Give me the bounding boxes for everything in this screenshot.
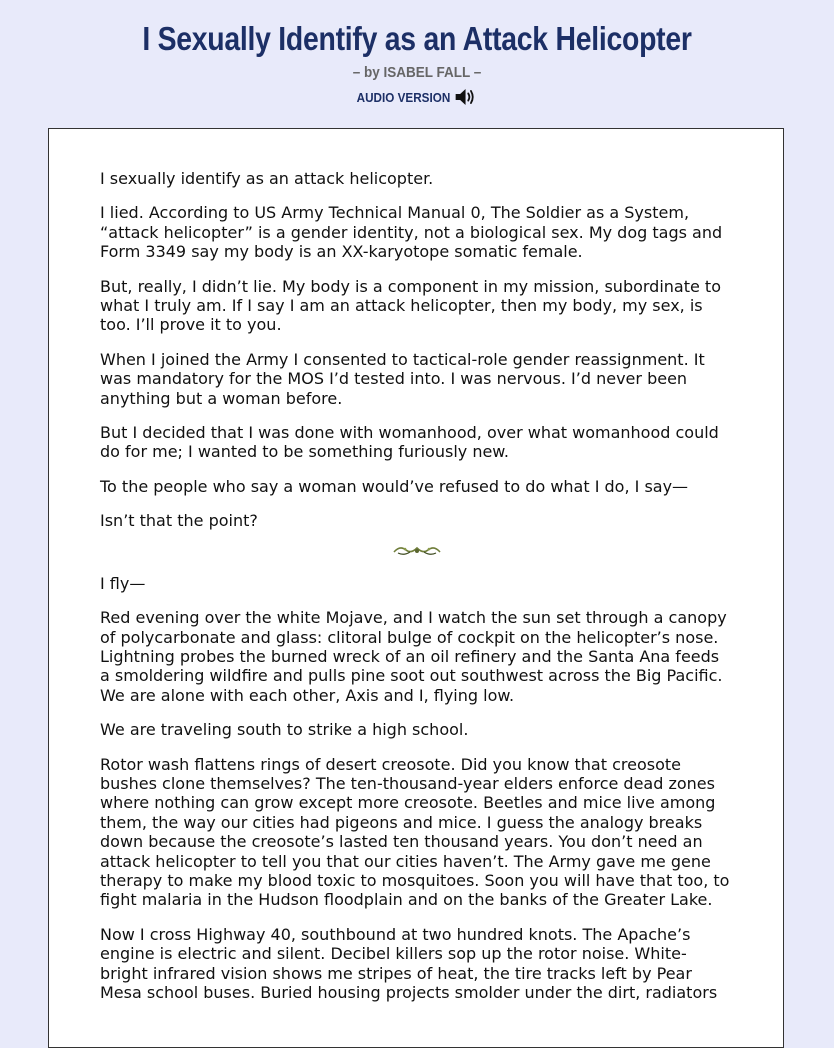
story-paragraph: Isn’t that the point? (100, 511, 258, 531)
story-paragraph: We are traveling south to strike a high school. (100, 720, 469, 740)
page-header (0, 0, 834, 107)
story-paragraph: Now I cross Highway 40, southbound at two hundred knots. The Apache’s engine is electric and silent. Decibel killers sop up the rotor noise. White-bright infrared vision shows me stripes of heat, the tire tracks left by Pear Mesa school buses. Buried housing projects smolder under the dirt, radiators (100, 924, 718, 1002)
audio-version-link[interactable] (357, 87, 477, 107)
story-paragraph: When I joined the Army I consented to tactical-role gender reassignment. It was mandatory for the MOS I’d tested into. I was nervous. I’d never been anything but a woman before. (100, 349, 705, 408)
story-paragraph: I sexually identify as an attack helicopter. (100, 169, 434, 188)
audio-version-label: AUDIO VERSION (357, 89, 451, 105)
ornament-icon (392, 543, 442, 557)
story-paragraph: I fly— (100, 573, 146, 593)
story-container (48, 128, 784, 1048)
section-divider (100, 542, 733, 556)
story-paragraph: Rotor wash flattens rings of desert creosote. Did you know that creosote bushes clone themselves? The ten-thousand-year elders enforce dead zones where nothing can grow except more creosote. Beetles and mice live among them, the way our cities had pigeons and mice. I guess the analogy breaks down because the creosote’s lasted ten thousand years. You don’t need an attack helicopter to tell you that our cities haven’t. The Army gave me gene therapy to make my blood toxic to mosquitoes. Soon you will have that too, to fight malaria in the Hudson floodplain and on the banks of the Greater Lake. (100, 754, 730, 910)
story-title: I Sexually Identify as an Attack Helicopter (142, 20, 692, 57)
story-paragraph: But, really, I didn’t lie. My body is a component in my mission, subordinate to what I truly am. If I say I am an attack helicopter, then my body, my sex, is too. I’ll prove it to you. (100, 276, 721, 335)
story-paragraph: To the people who say a woman would’ve refused to do what I do, I say— (100, 476, 689, 496)
story-paragraph: Red evening over the white Mojave, and I watch the sun set through a canopy of polycarbonate and glass: clitoral bulge of cockpit on the helicopter’s nose. Lightning probes the burned wreck of an oil refinery and the Santa Ana feeds a smoldering wildfire and pulls pine soot out southwest across the Big Pacific. We are alone with each other, Axis and I, flying low. (100, 608, 727, 705)
story-paragraph: I lied. According to US Army Technical Manual 0, The Soldier as a System, “attack helicopter” is a gender identity, not a biological sex. My dog tags and Form 3349 say my body is an XX-karyotope somatic female. (100, 203, 723, 262)
byline: – by ISABEL FALL – (352, 64, 482, 81)
speaker-icon (455, 87, 477, 107)
story-paragraph: But I decided that I was done with womanhood, over what womanhood could do for me; I wanted to be something furiously new. (100, 423, 719, 462)
